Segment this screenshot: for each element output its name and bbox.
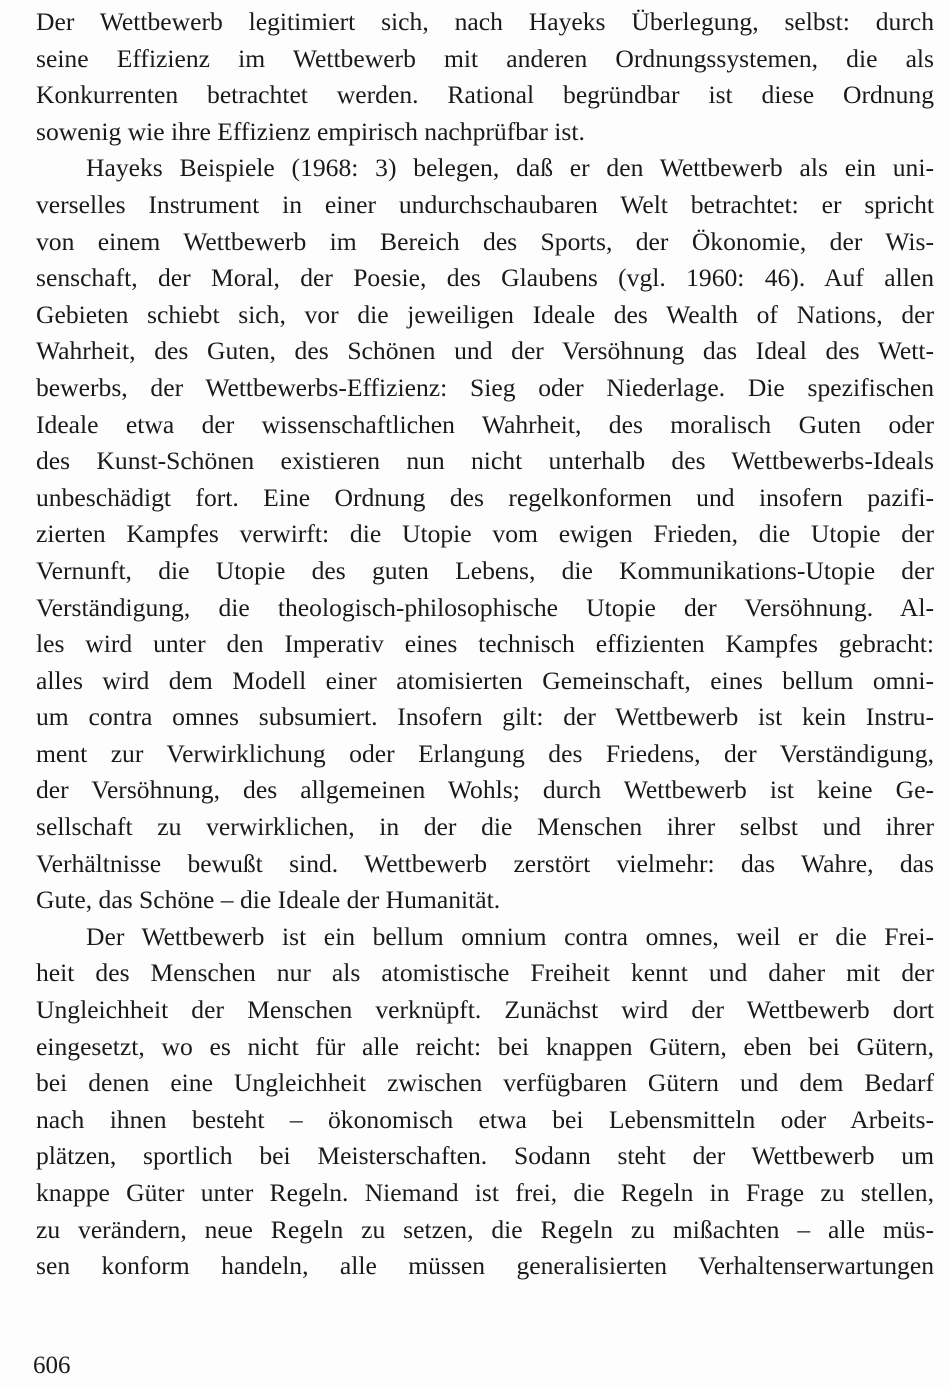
text-line: von einem Wettbewerb im Bereich des Sports, der Ökonomie, der Wis-	[36, 226, 934, 256]
text-line: plätzen, sportlich bei Meisterschaften. Sodann steht der Wettbewerb um	[36, 1141, 934, 1171]
text-line: unbeschädigt fort. Eine Ordnung des regelkonformen und insofern pazifi-	[36, 482, 934, 512]
text-line: eingesetzt, wo es nicht für alle reicht: bei knappen Gütern, eben bei Gütern,	[36, 1031, 934, 1061]
text-line: Vernunft, die Utopie des guten Lebens, die Kommunikations-Utopie der	[36, 555, 934, 585]
text-line: Ungleichheit der Menschen verknüpft. Zunächst wird der Wettbewerb dort	[36, 995, 934, 1025]
text-line: Hayeks Beispiele (1968: 3) belegen, daß er den Wettbewerb als ein uni-	[86, 153, 934, 183]
text-line: sowenig wie ihre Effizienz empirisch nachprüfbar ist.	[36, 116, 585, 146]
text-line: nach ihnen besteht – ökonomisch etwa bei Lebensmitteln oder Arbeits-	[36, 1104, 934, 1134]
text-line: um contra omnes subsumiert. Insofern gilt: der Wettbewerb ist kein Instru-	[36, 702, 934, 732]
text-line: zierten Kampfes verwirft: die Utopie vom ewigen Frieden, die Utopie der	[36, 519, 934, 549]
text-line: bewerbs, der Wettbewerbs-Effizienz: Sieg oder Niederlage. Die spezifischen	[36, 372, 934, 402]
text-line: sen konform handeln, alle müssen generalisierten Verhaltenserwartungen	[36, 1251, 934, 1281]
body-text	[36, 4, 934, 1285]
text-line: der Versöhnung, des allgemeinen Wohls; durch Wettbewerb ist keine Ge-	[36, 775, 934, 805]
text-line: Der Wettbewerb legitimiert sich, nach Hayeks Überlegung, selbst: durch	[36, 7, 934, 36]
text-line: Der Wettbewerb ist ein bellum omnium contra omnes, weil er die Frei-	[86, 921, 934, 951]
text-line: Konkurrenten betrachtet werden. Rational begründbar ist diese Ordnung	[36, 80, 934, 110]
text-line: Gute, das Schöne – die Ideale der Humanität.	[36, 885, 501, 915]
text-line: Ideale etwa der wissenschaftlichen Wahrheit, des moralisch Guten oder	[36, 409, 934, 439]
text-line: Verhältnisse bewußt sind. Wettbewerb zerstört vielmehr: das Wahre, das	[36, 848, 934, 878]
text-line: knappe Güter unter Regeln. Niemand ist frei, die Regeln in Frage zu stellen,	[36, 1178, 934, 1207]
text-line: Wahrheit, des Guten, des Schönen und der Versöhnung das Ideal des Wett-	[36, 336, 934, 366]
text-line: Verständigung, die theologisch-philosophische Utopie der Versöhnung. Al-	[36, 592, 934, 622]
text-line: alles wird dem Modell einer atomisierten Gemeinschaft, eines bellum omni-	[36, 665, 934, 695]
text-line: senschaft, der Moral, der Poesie, des Glaubens (vgl. 1960: 46). Auf allen	[36, 263, 934, 293]
text-line: Gebieten schiebt sich, vor die jeweiligen Ideale des Wealth of Nations, der	[36, 299, 934, 329]
text-line: zu verändern, neue Regeln zu setzen, die Regeln zu mißachten – alle müs-	[36, 1214, 934, 1244]
text-line: seine Effizienz im Wettbewerb mit anderen Ordnungssystemen, die als	[36, 43, 934, 73]
page-number: 606	[33, 1352, 71, 1379]
text-line: verselles Instrument in einer undurchschaubaren Welt betrachtet: er spricht	[36, 189, 934, 219]
text-line: les wird unter den Imperativ eines technisch effizienten Kampfes gebracht:	[36, 629, 934, 659]
text-line: des Kunst-Schönen existieren nun nicht unterhalb des Wettbewerbs-Ideals	[36, 446, 934, 476]
text-line: sellschaft zu verwirklichen, in der die Menschen ihrer selbst und ihrer	[36, 812, 934, 842]
text-line: ment zur Verwirklichung oder Erlangung des Friedens, der Verständigung,	[36, 738, 934, 768]
text-line: heit des Menschen nur als atomistische Freiheit kennt und daher mit der	[36, 958, 934, 988]
text-line: bei denen eine Ungleichheit zwischen verfügbaren Gütern und dem Bedarf	[36, 1068, 934, 1098]
